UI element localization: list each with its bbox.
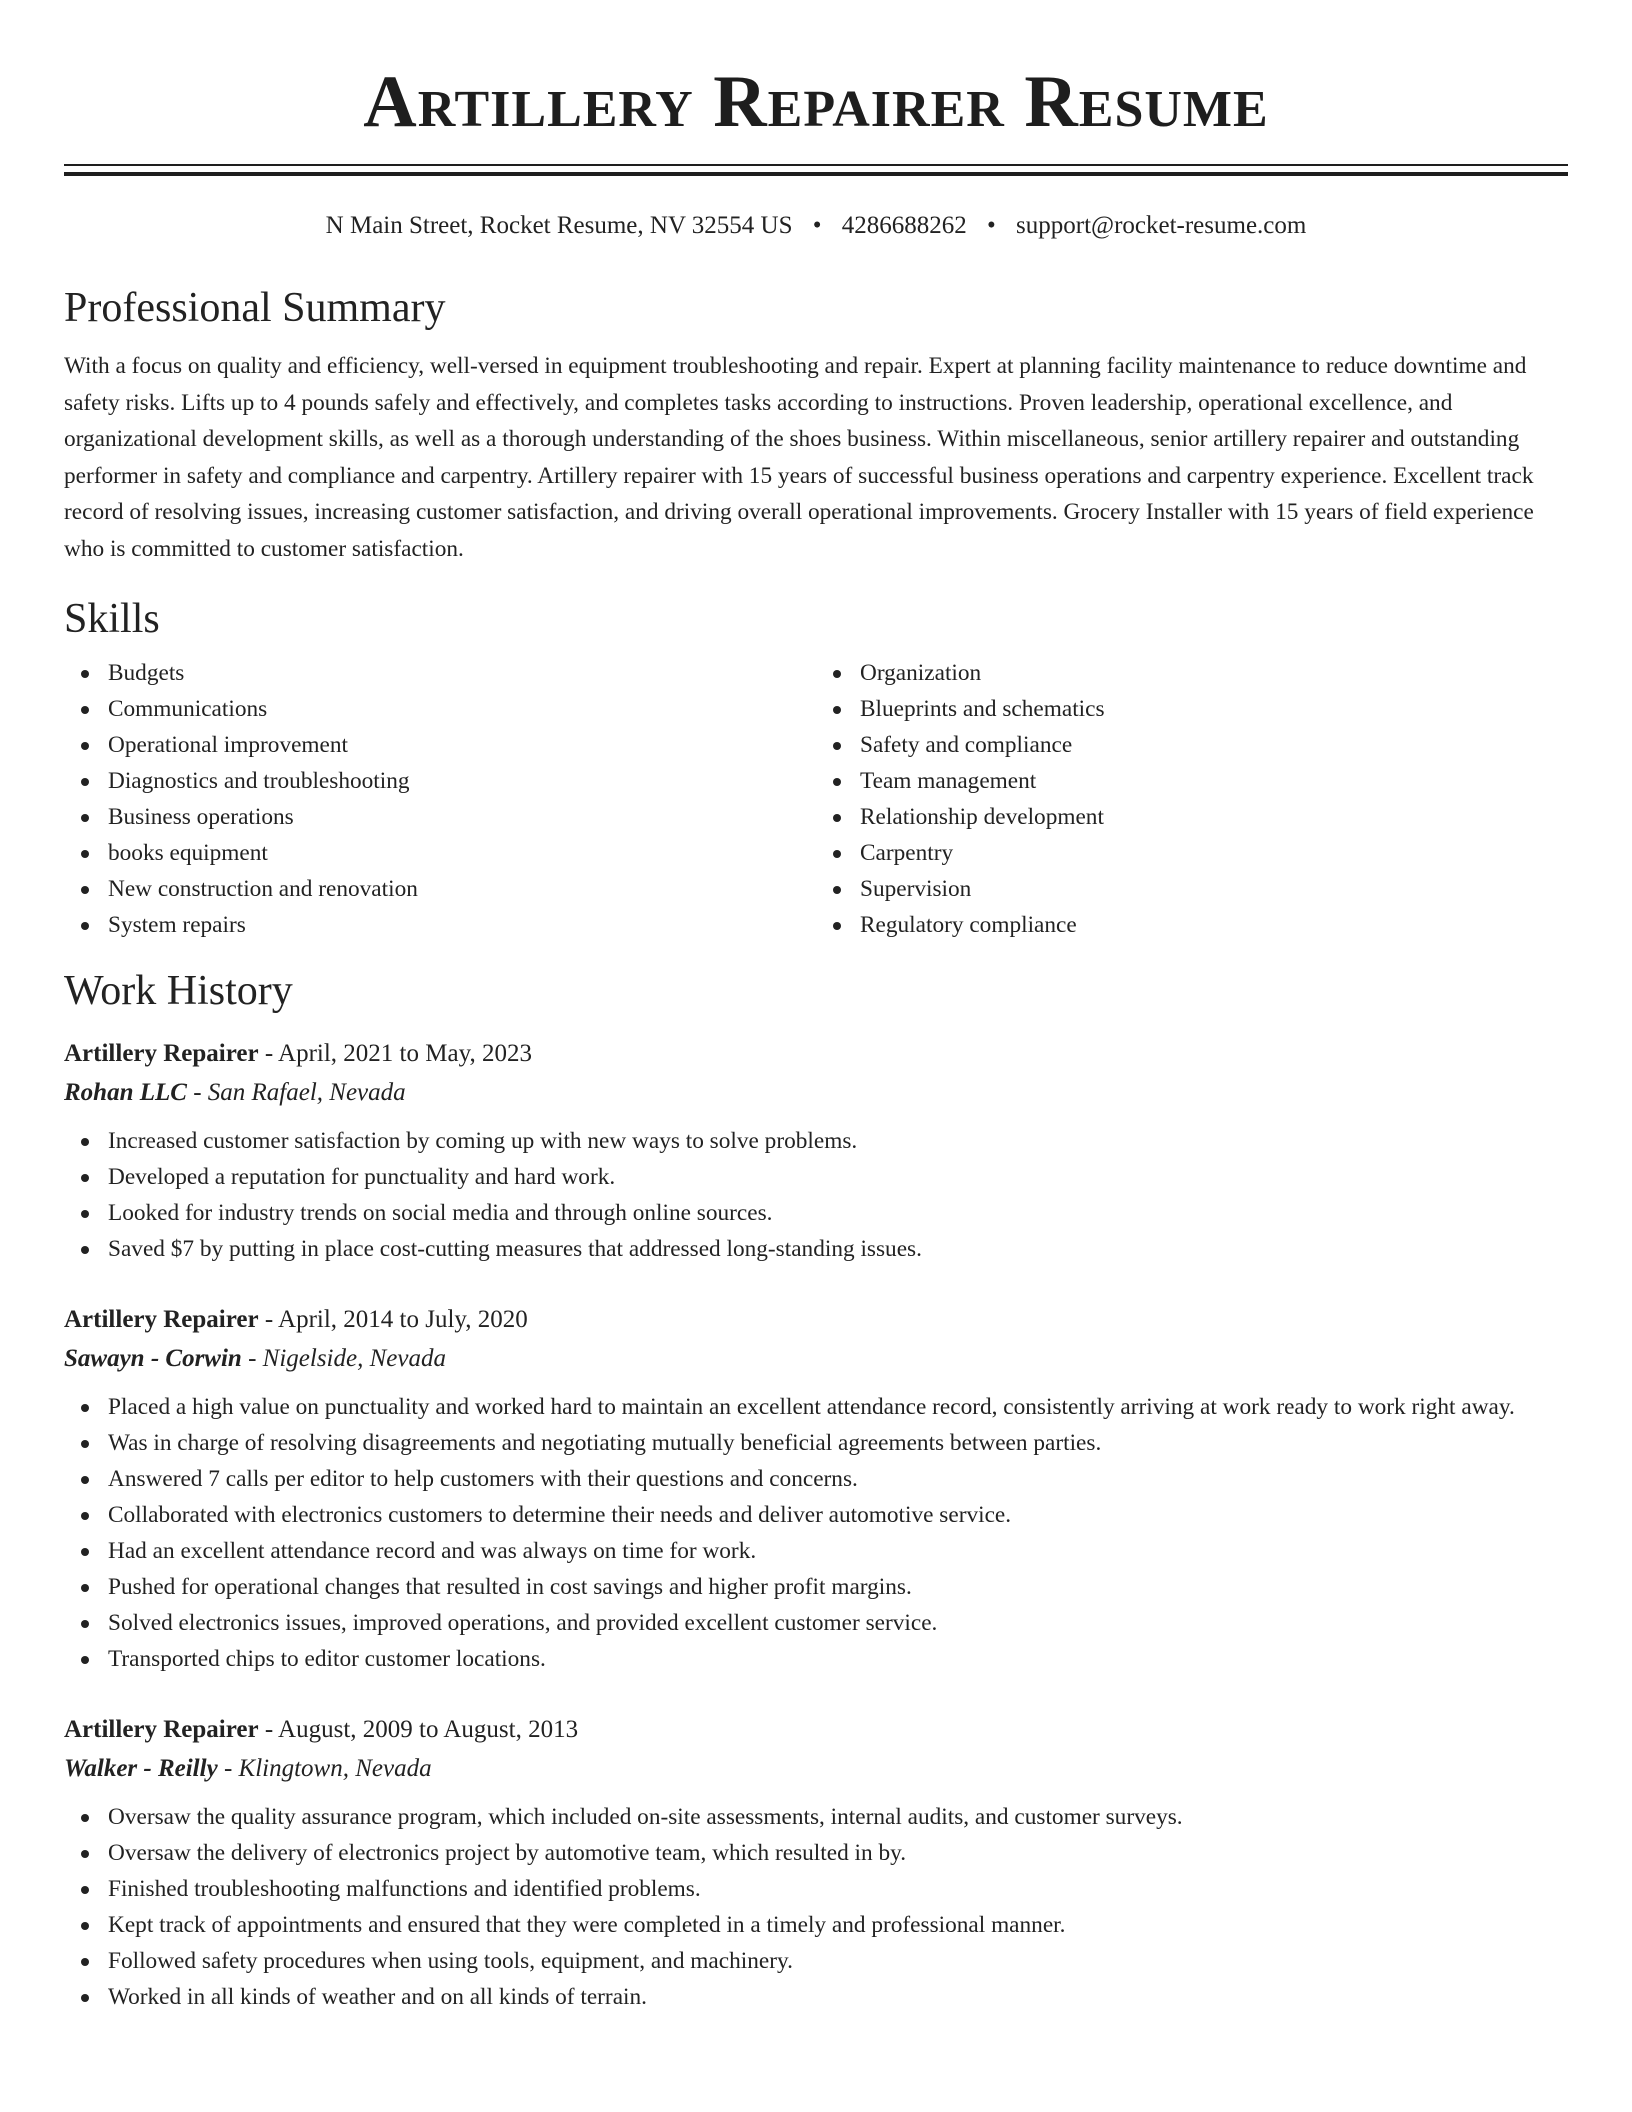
contact-line [64,210,1568,242]
job-bullets [64,1123,1568,1267]
list-item: Saved $7 by putting in place cost-cutting measures that addressed long-standing issues. [108,1231,1568,1267]
contact-address: N Main Street, Rocket Resume, NV 32554 US [325,212,793,239]
job-header [64,1301,1568,1339]
job-bullets [64,1389,1568,1677]
job-bullets [64,1799,1568,2015]
skills-list-right [816,655,1568,943]
list-item: Looked for industry trends on social media and through online sources. [108,1195,1568,1231]
summary-text: With a focus on quality and efficiency, well-versed in equipment troubleshooting and repair. Expert at planning facility maintenance to reduce downtime and safety risks. Lifts up to 4 pounds safely and effectively, and completes tasks according to instructions. Proven leadership, operational excellence, and organizational development skills, as well as a thorough understanding of the shoes business. Within miscellaneous, senior artillery repairer and outstanding performer in safety and compliance and carpentry. Artillery repairer with 15 years of successful business operations and carpentry experience. Excellent track record of resolving issues, increasing customer satisfaction, and driving overall operational improvements. Grocery Installer with 15 years of field experience who is committed to customer satisfaction. [64,353,1534,562]
list-item: books equipment [108,835,816,871]
list-item: Had an excellent attendance record and was always on time for work. [108,1533,1568,1569]
list-item: Carpentry [860,835,1568,871]
list-item: Answered 7 calls per editor to help customers with their questions and concerns. [108,1461,1568,1497]
list-item: Blueprints and schematics [860,691,1568,727]
skills-heading: Skills [64,596,160,642]
contact-separator: • [987,212,996,239]
list-item: Followed safety procedures when using tools, equipment, and machinery. [108,1943,1568,1979]
list-item: Diagnostics and troubleshooting [108,763,816,799]
job-dates: - April, 2014 to July, 2020 [258,1306,528,1333]
job-title: Artillery Repairer [64,1306,259,1333]
list-item: Transported chips to editor customer locations. [108,1641,1568,1677]
list-item: Team management [860,763,1568,799]
company-name: Rohan LLC [64,1079,187,1106]
work-history-heading: Work History [64,968,293,1014]
job-entry [64,1711,1568,2015]
list-item: Increased customer satisfaction by coming up with new ways to solve problems. [108,1123,1568,1159]
resume-page [64,0,1568,2015]
list-item: Budgets [108,655,816,691]
job-entry [64,1035,1568,1267]
list-item: Was in charge of resolving disagreements and negotiating mutually beneficial agreements between parties. [108,1425,1568,1461]
resume-title: Artillery Repairer Resume [363,61,1269,143]
job-dates: - April, 2021 to May, 2023 [258,1040,532,1067]
summary-heading: Professional Summary [64,285,446,331]
contact-separator: • [812,212,822,239]
list-item: New construction and renovation [108,871,816,907]
list-item: Developed a reputation for punctuality and hard work. [108,1159,1568,1195]
list-item: Relationship development [860,799,1568,835]
job-dates: - August, 2009 to August, 2013 [258,1716,579,1743]
list-item: Regulatory compliance [860,907,1568,943]
job-header [64,1711,1568,1749]
list-item: Solved electronics issues, improved operations, and provided excellent customer service. [108,1605,1568,1641]
skills-list-left [64,655,816,943]
company-line [64,1073,1568,1113]
work-history-section [64,965,1568,2015]
skills-section [64,593,1568,943]
company-location: - Nigelside, Nevada [241,1345,446,1372]
job-list [64,1035,1568,2015]
contact-email: support@rocket-resume.com [1016,212,1307,239]
list-item: Oversaw the delivery of electronics project by automotive team, which resulted in by. [108,1835,1568,1871]
job-title: Artillery Repairer [64,1040,259,1067]
title-divider-thin [64,164,1568,166]
list-item: Oversaw the quality assurance program, which included on-site assessments, internal audits, and customer surveys. [108,1799,1568,1835]
list-item: Safety and compliance [860,727,1568,763]
title-divider-thick [64,172,1568,176]
company-location: - San Rafael, Nevada [186,1079,406,1106]
list-item: Placed a high value on punctuality and worked hard to maintain an excellent attendance record, consistently arriving at work ready to work right away. [108,1389,1568,1425]
company-name: Walker - Reilly [64,1755,218,1782]
job-entry [64,1301,1568,1677]
contact-phone: 4286688262 [841,212,967,239]
company-location: - Klingtown, Nevada [217,1755,432,1782]
list-item: Business operations [108,799,816,835]
company-line [64,1749,1568,1789]
list-item: Organization [860,655,1568,691]
summary-section [64,282,1568,567]
skills-columns [64,655,1568,943]
list-item: Collaborated with electronics customers to determine their needs and deliver automotive service. [108,1497,1568,1533]
list-item: Kept track of appointments and ensured that they were completed in a timely and professional manner. [108,1907,1568,1943]
job-header [64,1035,1568,1073]
list-item: System repairs [108,907,816,943]
list-item: Communications [108,691,816,727]
list-item: Pushed for operational changes that resulted in cost savings and higher profit margins. [108,1569,1568,1605]
list-item: Worked in all kinds of weather and on all kinds of terrain. [108,1979,1568,2015]
job-title: Artillery Repairer [64,1716,259,1743]
list-item: Operational improvement [108,727,816,763]
list-item: Finished troubleshooting malfunctions and identified problems. [108,1871,1568,1907]
company-name: Sawayn - Corwin [64,1345,242,1372]
company-line [64,1339,1568,1379]
list-item: Supervision [860,871,1568,907]
